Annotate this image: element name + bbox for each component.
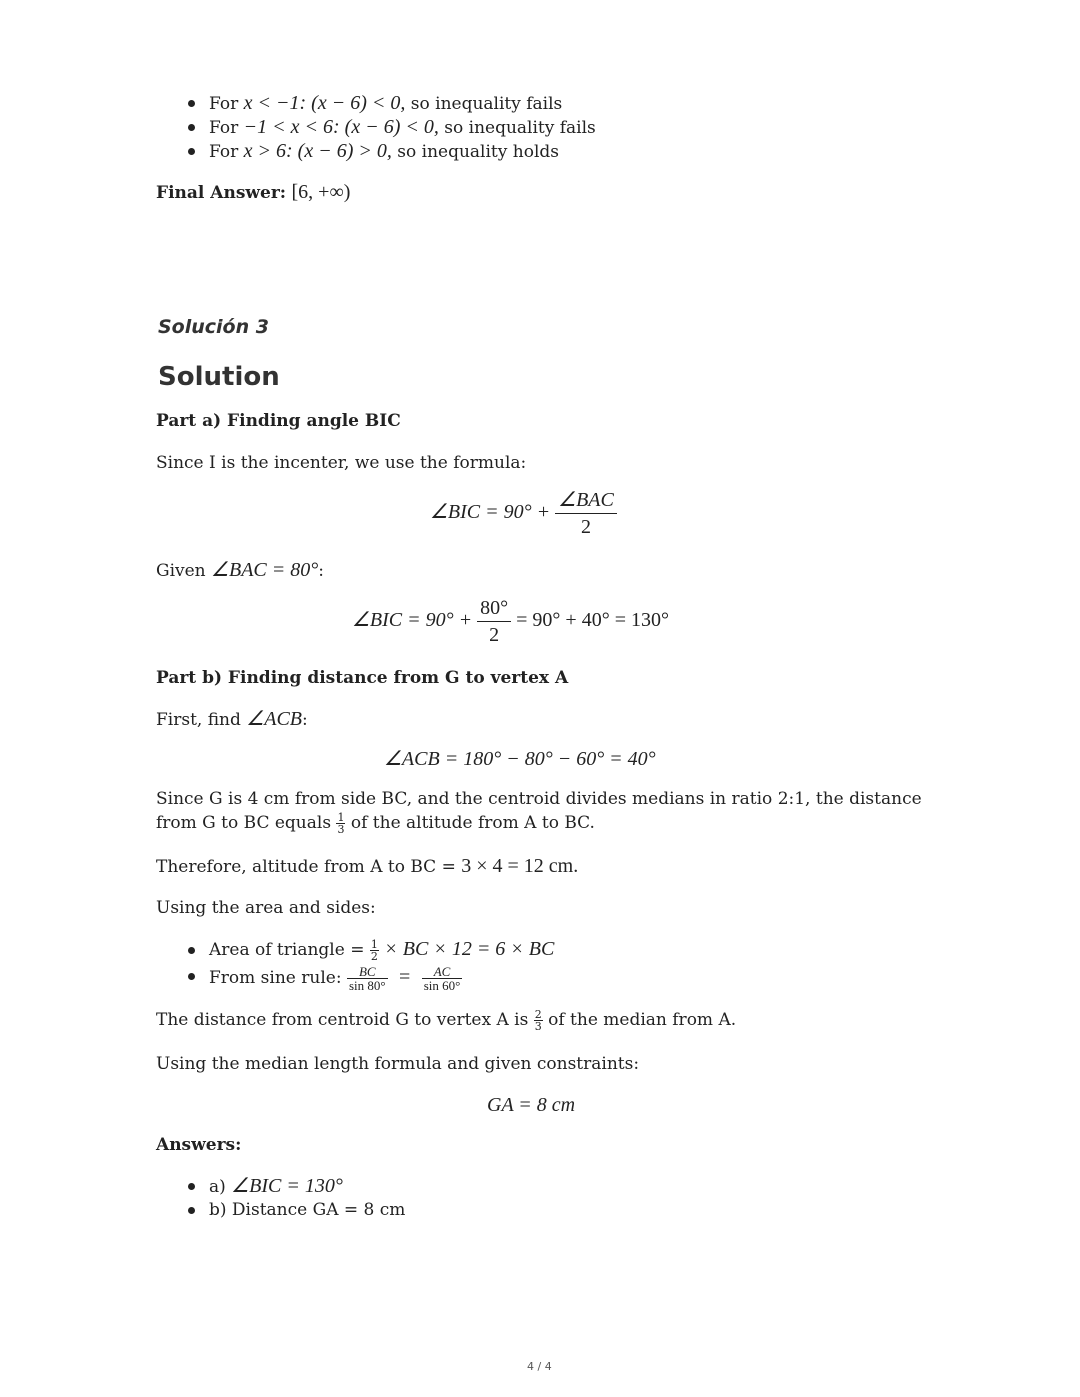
list-item: For −1 < x < 6: (x − 6) < 0, so inequality fails: [209, 116, 596, 138]
list-item: For x < −1: (x − 6) < 0, so inequality fails: [209, 92, 563, 114]
answer-a: a) ∠BIC = 130°: [209, 1175, 343, 1197]
bic-calculation: ∠BIC = 90° + $\frac{80^\circ}{2}$ = 90° + 40° = 130°: [352, 597, 669, 646]
altitude-line: Therefore, altitude from A to BC = 3 × 4 = 12 cm.: [156, 855, 579, 877]
bullet-dot: [188, 148, 195, 155]
given-line: Given ∠BAC = 80°:: [156, 559, 324, 581]
part-a-heading: Part a) Finding angle BIC: [156, 411, 401, 431]
list-item: For x > 6: (x − 6) > 0, so inequality holds: [209, 140, 559, 162]
part-b-heading: Part b) Finding distance from G to vertex A: [156, 668, 569, 688]
bullet-dot: [188, 973, 195, 980]
area-intro: Using the area and sides:: [156, 898, 376, 918]
acb-equation: ∠ACB = 180° − 80° − 60° = 40°: [384, 748, 656, 770]
answers-heading: Answers:: [156, 1135, 242, 1155]
bullet-dot: [188, 124, 195, 131]
answer-b: b) Distance GA = 8 cm: [209, 1200, 406, 1220]
bullet-dot: [188, 1207, 195, 1214]
list-item-sine: From sine rule: $\frac{BC}{\sin 80^\circ}$ = $\frac{AC}{\sin 60^\circ}$: [209, 964, 461, 993]
first-find-line: First, find ∠ACB:: [156, 708, 308, 730]
final-answer: Final Answer: [6, +∞): [156, 181, 351, 203]
median-intro: Using the median length formula and given constraints:: [156, 1054, 640, 1074]
bic-formula: ∠BIC = 90° + $\frac{\text{∠BAC}}{2}$: [430, 490, 617, 537]
centroid-line-2: from G to BC equals $\frac{1}{3}$ of the altitude from A to BC.: [156, 811, 595, 836]
part-a-intro: Since I is the incenter, we use the formula:: [156, 453, 527, 473]
centroid-line-1: Since G is 4 cm from side BC, and the centroid divides medians in ratio 2:1, the distance: [156, 789, 922, 809]
list-item-area: Area of triangle = $\frac{1}{2}$ × BC × 12 = 6 × BC: [209, 938, 555, 963]
bullet-dot: [188, 947, 195, 954]
ga-equation: GA = 8 cm: [487, 1094, 576, 1116]
solucion-label: Solución 3: [158, 316, 269, 338]
bullet-dot: [188, 100, 195, 107]
page-number: 4 / 4: [527, 1360, 552, 1373]
solution-title: Solution: [158, 362, 280, 392]
bullet-dot: [188, 1183, 195, 1190]
distance-line: The distance from centroid G to vertex A is $\frac{2}{3}$ of the median from A.: [156, 1008, 737, 1033]
